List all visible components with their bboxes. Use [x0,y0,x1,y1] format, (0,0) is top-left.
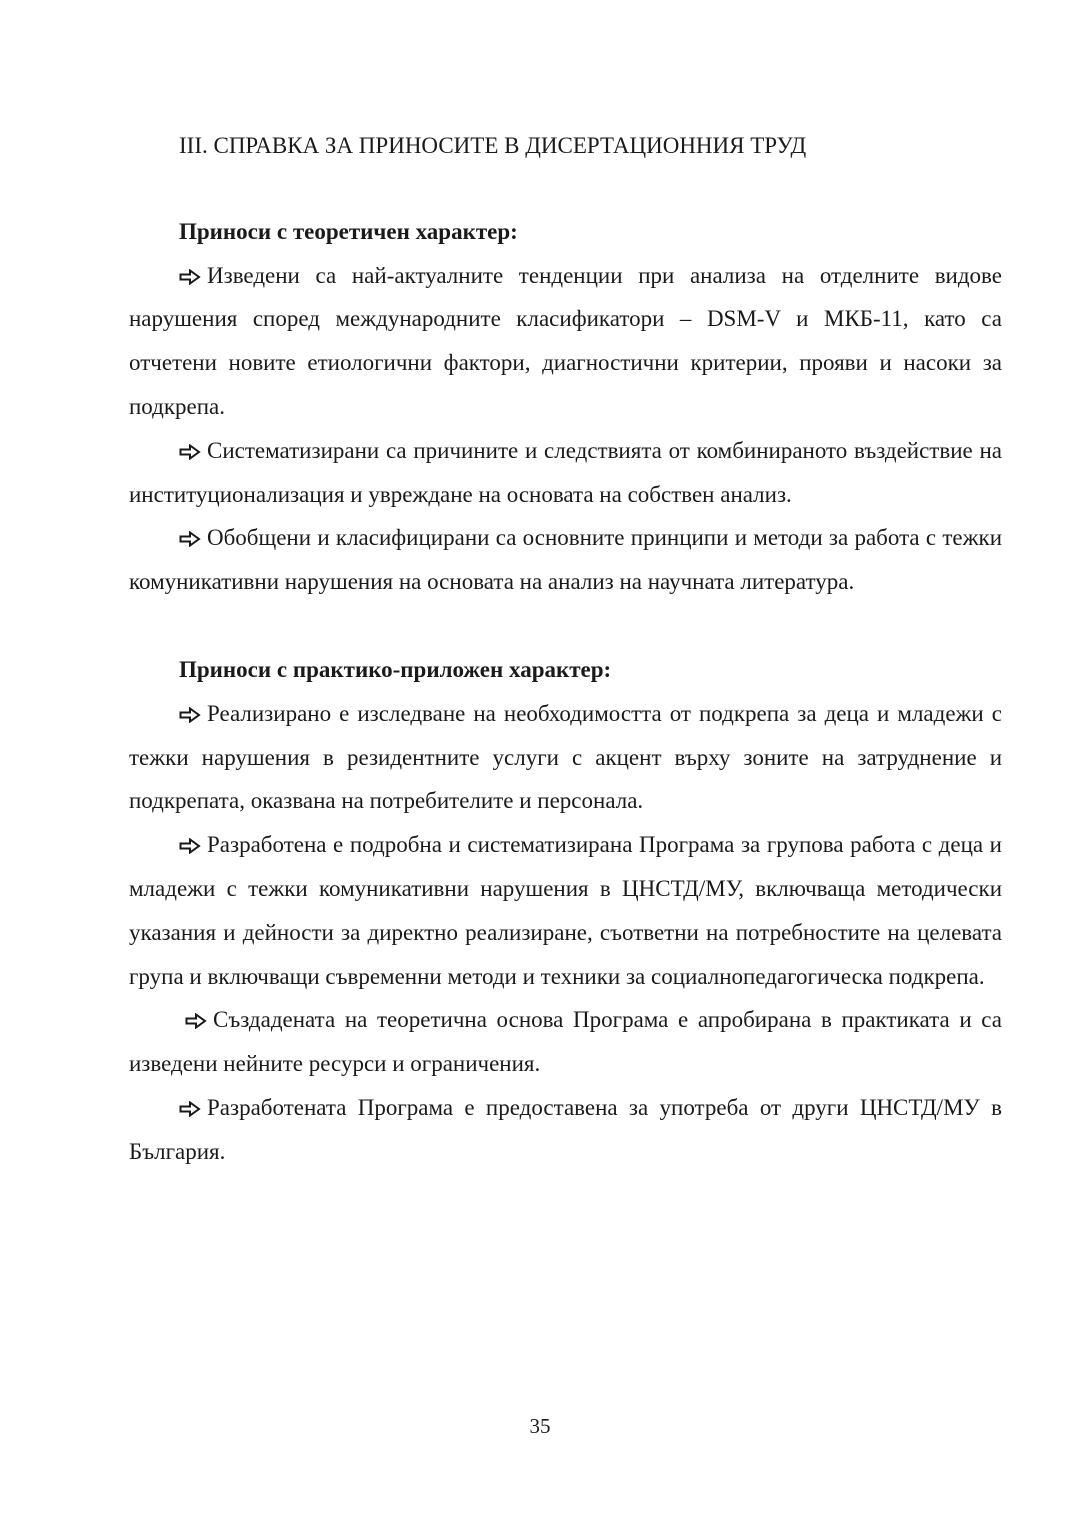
contribution-item: Разработената Програма е предоставена за употреба от други ЦНСТД/МУ в България. [129,1094,1002,1164]
section-title-theoretical: Приноси с теоретичен характер: [179,218,518,244]
arrow-right-icon [179,838,201,854]
page-number: 35 [529,1414,551,1438]
section-title-practical: Приноси с практико-приложен характер: [179,656,612,682]
page-content [129,124,1002,1174]
contribution-item: Изведени са най-актуалните тенденции при анализа на отделните видове нарушения според международните класификатори – DSM-V и МКБ-11, като са отчетени новите етиологични фактори, диагностични критерии, прояви и насоки за подкрепа. [129,262,1002,419]
arrow-right-icon [179,531,201,547]
arrow-right-icon [179,269,201,285]
contribution-item: Систематизирани са причините и следствията от комбинираното въздействие на институционализация и увреждане на основата на собствен анализ. [129,437,1002,507]
contribution-item: Реализирано е изследване на необходимостта от подкрепа за деца и младежи с тежки нарушения в резидентните услуги с акцент върху зоните на затруднение и подкрепата, оказвана на потребителите и персонала. [129,700,1002,814]
arrow-right-icon [179,707,201,723]
contribution-item: Разработена е подробна и систематизирана Програма за групова работа с деца и младежи с тежки комуникативни нарушения в ЦНСТД/МУ, включваща методически указания и дейности за директно реализиране, съответни на потребностите на целевата група и включващи съвременни методи и техники за социалнопедагогическа подкрепа. [129,832,1002,989]
arrow-right-icon [179,444,201,460]
contribution-item: Създадената на теоретична основа Програма е апробирана в практиката и са изведени нейните ресурси и ограничения. [129,1007,1002,1077]
chapter-heading: III. СПРАВКА ЗА ПРИНОСИТЕ В ДИСЕРТАЦИОННИЯ ТРУД [179,133,807,158]
arrow-right-icon [179,1101,201,1117]
contribution-item: Обобщени и класифицирани са основните принципи и методи за работа с тежки комуникативни нарушения на основата на анализ на научната литература. [129,525,1002,595]
arrow-right-icon [185,1013,207,1029]
